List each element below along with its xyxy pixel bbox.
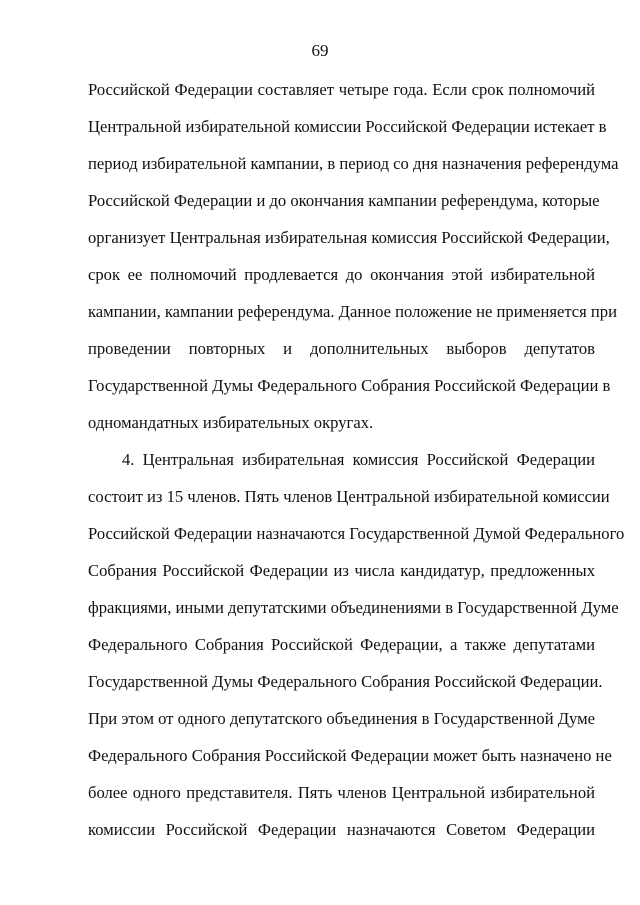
text-line: более одного представителя. Пять членов Центральной избирательной: [88, 783, 595, 802]
text-line: Центральной избирательной комиссии Российской Федерации истекает в: [88, 117, 607, 136]
text-line: При этом от одного депутатского объединения в Государственной Думе: [88, 709, 595, 728]
text-line: Федерального Собрания Российской Федерации, а также депутатами: [88, 635, 595, 654]
text-line: Российской Федерации и до окончания кампании референдума, которые: [88, 191, 600, 210]
text-line: организует Центральная избирательная комиссия Российской Федерации,: [88, 228, 610, 247]
page-number: 69: [311, 41, 329, 60]
text-line: проведении повторных и дополнительных выборов депутатов: [88, 339, 595, 358]
text-line: срок ее полномочий продлевается до окончания этой избирательной: [88, 265, 595, 284]
text-line: Государственной Думы Федерального Собрания Российской Федерации.: [88, 672, 603, 691]
text-line: фракциями, иными депутатскими объединениями в Государственной Думе: [88, 598, 619, 617]
body-text: [88, 78, 625, 855]
text-line: Российской Федерации назначаются Государственной Думой Федерального: [88, 524, 625, 543]
text-line: 4. Центральная избирательная комиссия Российской Федерации: [122, 450, 595, 469]
text-line: одномандатных избирательных округах.: [88, 413, 374, 432]
text-line: комиссии Российской Федерации назначаются Советом Федерации: [88, 820, 595, 839]
text-line: состоит из 15 членов. Пять членов Центральной избирательной комиссии: [88, 487, 610, 506]
text-line: Российской Федерации составляет четыре года. Если срок полномочий: [88, 80, 595, 99]
text-line: кампании, кампании референдума. Данное положение не применяется при: [88, 302, 617, 321]
text-line: период избирательной кампании, в период со дня назначения референдума: [88, 154, 619, 173]
text-line: Государственной Думы Федерального Собрания Российской Федерации в: [88, 376, 611, 395]
text-line: Собрания Российской Федерации из числа кандидатур, предложенных: [88, 561, 595, 580]
text-line: Федерального Собрания Российской Федерации может быть назначено не: [88, 746, 612, 765]
